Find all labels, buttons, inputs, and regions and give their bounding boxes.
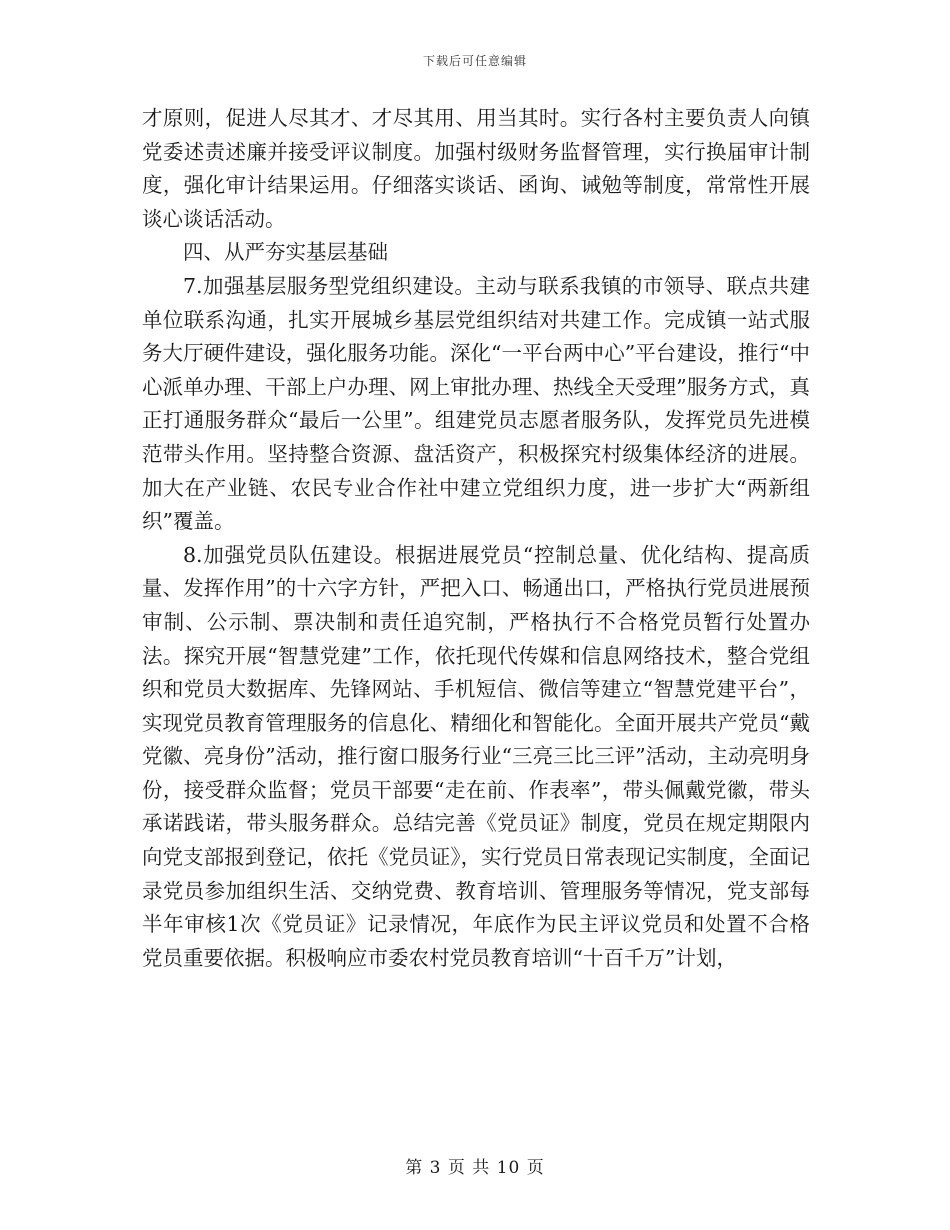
section-heading: 四、从严夯实基层基础 <box>183 240 388 265</box>
page-number-footer: 第 3 页 共 10 页 <box>405 1158 545 1178</box>
page-header: 下载后可任意编辑 <box>422 54 527 68</box>
paragraph-item-8: 8.加强党员队伍建设。根据进展党员“控制总量、优化结构、提高质量、发挥作用”的十六字方针，严把入口、畅通出口，严格执行党员进展预审制、公示制、票决制和责任追究制，严格执行不合格党员暂行处置办法。探究开展“智慧党建”工作，依托现代传媒和信息网络技术，整合党组织和党员大数据库、先锋网站、手机短信、微信等建立“智慧党建平台”，实现党员教育管理服务的信息化、精细化和智能化。全面开展共产党员“戴党徽、亮身份”活动，推行窗口服务行业“三亮三比三评”活动，主动亮明身份，接受群众监督；党员干部要“走在前、作表率”，带头佩戴党徽，带头承诺践诺，带头服务群众。总结完善《党员证》制度，党员在规定期限内向党支部报到登记，依托《党员证》，实行党员日常表现记实制度，全面记录党员参加组织生活、交纳党费、教育培训、管理服务等情况，党支部每半年审核1次《党员证》记录情况，年底作为民主评议党员和处置不合格党员重要依据。积极响应市委农村党员教育培训“十百千万”计划， <box>142 542 810 970</box>
paragraph-1: 才原则，促进人尽其才、才尽其用、用当其时。实行各村主要负责人向镇党委述责述廉并接受评议制度。加强村级财务监督管理，实行换届审计制度，强化审计结果运用。仔细落实谈话、函询、诫勉等制度，常常性开展谈心谈话活动。 <box>142 106 810 231</box>
document-body <box>142 102 810 975</box>
paragraph-item-7: 7.加强基层服务型党组织建设。主动与联系我镇的市领导、联点共建单位联系沟通，扎实开展城乡基层党组织结对共建工作。完成镇一站式服务大厅硬件建设，强化服务功能。深化“一平台两中心”平台建设，推行“中心派单办理、干部上户办理、网上审批办理、热线全天受理”服务方式，真正打通服务群众“最后一公里”。组建党员志愿者服务队，发挥党员先进模范带头作用。坚持整合资源、盘活资产，积极探究村级集体经济的进展。加大在产业链、农民专业合作社中建立党组织力度，进一步扩大“两新组织”覆盖。 <box>142 273 810 534</box>
